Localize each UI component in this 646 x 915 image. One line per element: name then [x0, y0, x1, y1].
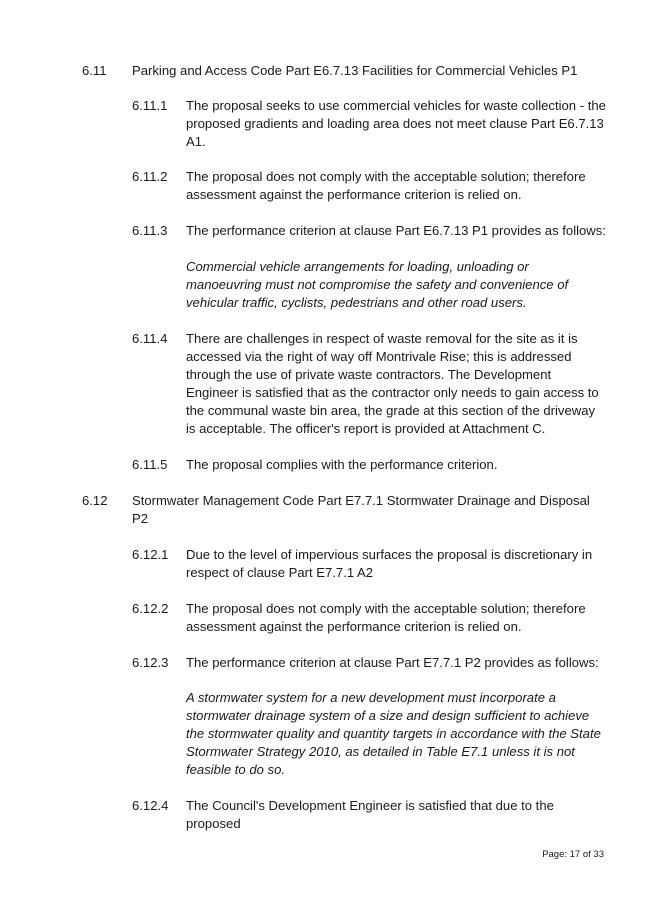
page-number: Page: 17 of 33 — [542, 849, 604, 860]
section-title: Parking and Access Code Part E6.7.13 Facilities for Commercial Vehicles P1 — [132, 63, 578, 78]
paragraph-text: There are challenges in respect of waste removal for the site as it is accessed via the right of way off Montrivale Rise; this is addressed through the use of private waste contractors. The Development Engineer is satisfied that as the contractor only needs to gain access to the communal waste bin area, the grade at this section of the driveway is acceptable. The officer's report is provided at Attachment C. — [186, 331, 599, 436]
paragraph-text: The proposal does not comply with the acceptable solution; therefore assessment against the performance criterion is relied on. — [186, 169, 586, 202]
paragraph-number: 6.12.3 — [132, 655, 169, 670]
paragraph-number: 6.11.2 — [132, 169, 168, 184]
paragraph-number: 6.11.4 — [132, 331, 168, 346]
paragraph-number: 6.12.2 — [132, 601, 169, 616]
paragraph-number: 6.11.3 — [132, 223, 168, 238]
section-number: 6.11 — [82, 63, 107, 78]
paragraph-text: Due to the level of impervious surfaces the proposal is discretionary in respect of clause Part E7.7.1 A2 — [186, 547, 593, 580]
paragraph-text: The proposal does not comply with the acceptable solution; therefore assessment against the performance criterion is relied on. — [186, 601, 586, 634]
paragraph-text: The performance criterion at clause Part E7.7.1 P2 provides as follows: — [186, 655, 599, 670]
paragraph-number: 6.11.5 — [132, 457, 168, 472]
paragraph-text: The proposal seeks to use commercial vehicles for waste collection - the proposed gradients and loading area does not meet clause Part E6.7.13 A1. — [186, 98, 606, 149]
quoted-criterion: A stormwater system for a new development must incorporate a stormwater drainage system of a size and design sufficient to achieve the stormwater quality and quantity targets in accordance with the State Stormwater Strategy 2010, as detailed in Table E7.1 unless it is not feasible to do so. — [186, 690, 601, 777]
paragraph-number: 6.11.1 — [132, 98, 168, 113]
paragraph-number: 6.12.1 — [132, 547, 169, 562]
paragraph-text: The Council's Development Engineer is satisfied that due to the proposed — [186, 798, 554, 831]
paragraph-number: 6.12.4 — [132, 798, 169, 813]
section-title: Stormwater Management Code Part E7.7.1 Stormwater Drainage and Disposal P2 — [132, 493, 590, 526]
quoted-criterion: Commercial vehicle arrangements for loading, unloading or manoeuvring must not compromise the safety and convenience of vehicular traffic, cyclists, pedestrians and other road users. — [186, 259, 569, 310]
section-number: 6.12 — [82, 493, 108, 508]
paragraph-text: The proposal complies with the performance criterion. — [186, 457, 498, 472]
paragraph-text: The performance criterion at clause Part E6.7.13 P1 provides as follows: — [186, 223, 606, 238]
